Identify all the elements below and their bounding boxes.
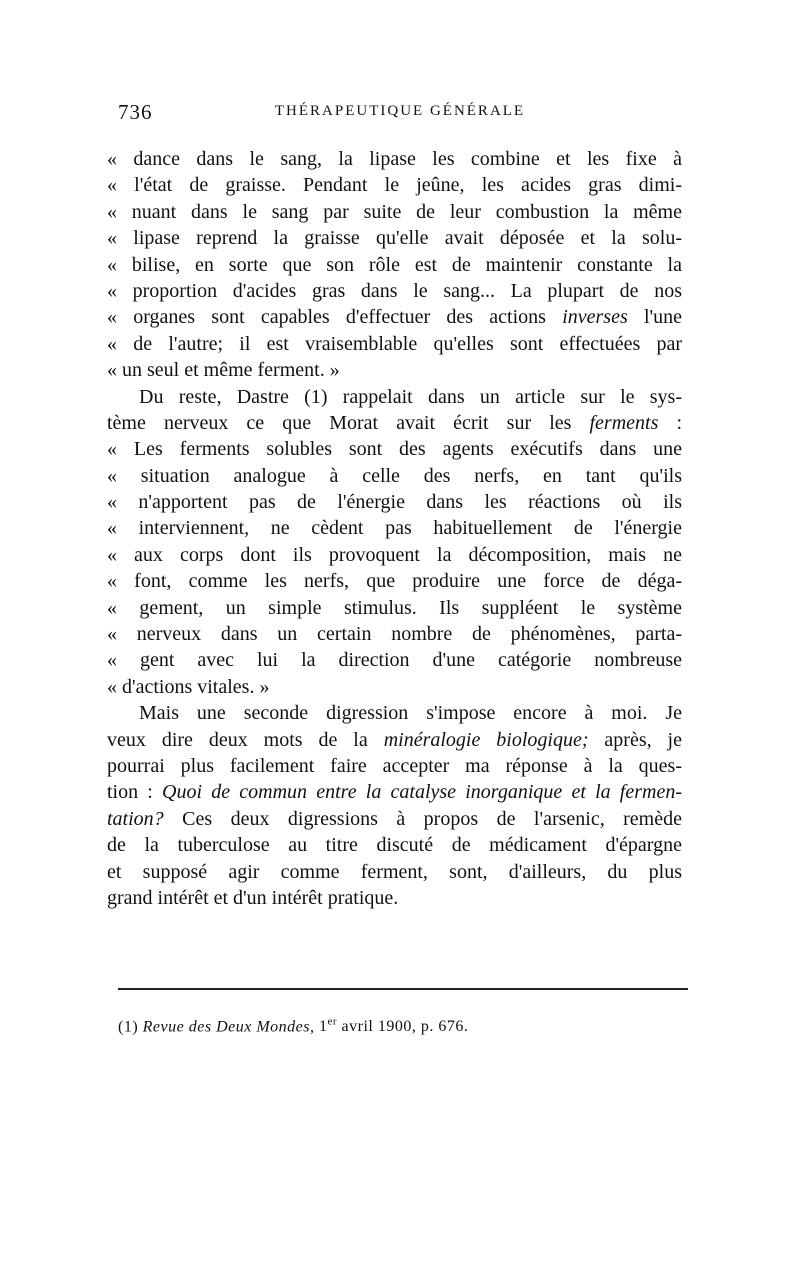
text-line: « de l'autre; il est vraisemblable qu'elles sont effectuées par — [107, 332, 682, 355]
text-line: « gent avec lui la direction d'une catégorie nombreuse — [107, 649, 682, 672]
page-number: 736 — [118, 100, 153, 124]
footnote-source-title: Revue des Deux Mondes, — [142, 1018, 315, 1036]
text-line: tation? Ces deux digressions à propos de l'arsenic, remède — [107, 807, 682, 830]
text-line: « font, comme les nerfs, que produire une force de déga- — [107, 570, 682, 593]
text-line: « nerveux dans un certain nombre de phénomènes, parta- — [107, 623, 682, 646]
page-header — [118, 100, 682, 128]
text-line: « l'état de graisse. Pendant le jeûne, les acides gras dimi- — [107, 174, 682, 197]
italic-word: ferments — [589, 411, 659, 434]
footnote — [118, 1016, 468, 1036]
text-line: et supposé agir comme ferment, sont, d'ailleurs, du plus — [107, 860, 682, 883]
italic-word: inverses — [562, 306, 628, 329]
body-text — [107, 146, 682, 911]
text-line: grand intérêt et d'un intérêt pratique. — [107, 886, 399, 909]
text-line: « d'actions vitales. » — [107, 675, 270, 698]
text-line: tème nerveux ce que Morat avait écrit sur les ferments : — [107, 411, 683, 434]
text-line: tion : Quoi de commun entre la catalyse inorganique et la fermen- — [107, 781, 683, 804]
text-line: « situation analogue à celle des nerfs, en tant qu'ils — [107, 464, 682, 487]
text-line: pourrai plus facilement faire accepter ma réponse à la ques- — [107, 754, 682, 777]
text-line: de la tuberculose au titre discuté de médicament d'épargne — [107, 834, 682, 857]
text-line: « aux corps dont ils provoquent la décomposition, mais ne — [107, 543, 682, 566]
text-line: « lipase reprend la graisse qu'elle avait déposée et la solu- — [107, 227, 682, 250]
text-line: « proportion d'acides gras dans le sang... La plupart de nos — [107, 279, 682, 302]
italic-phrase: Quoi de commun entre la catalyse inorganique et la fermen- — [162, 781, 683, 804]
text-line: « un seul et même ferment. » — [107, 359, 340, 382]
text-line: « interviennent, ne cèdent pas habituellement de l'énergie — [107, 517, 682, 540]
text-line: « Les ferments solubles sont des agents exécutifs dans une — [107, 438, 682, 461]
text-line: « gement, un simple stimulus. Ils suppléent le système — [107, 596, 682, 619]
italic-phrase: tation? — [107, 807, 164, 830]
text-line: « n'apportent pas de l'énergie dans les réactions où ils — [107, 491, 682, 514]
text-line: « bilise, en sorte que son rôle est de maintenir constante la — [107, 253, 682, 276]
text-line: « organes sont capables d'effectuer des actions inverses l'une — [107, 306, 682, 329]
running-title: THÉRAPEUTIQUE GÉNÉRALE — [274, 103, 526, 119]
text-line: veux dire deux mots de la minéralogie biologique; après, je — [107, 728, 682, 751]
text-line: « nuant dans le sang par suite de leur combustion la même — [107, 200, 682, 223]
footnote-number: (1) — [118, 1018, 139, 1036]
footnote-date: 1er avril 1900, p. 676. — [318, 1016, 469, 1036]
italic-phrase: minéralogie biologique; — [383, 728, 589, 751]
text-line: « dance dans le sang, la lipase les combine et les fixe à — [107, 148, 682, 170]
paragraph-start-line: Mais une seconde digression s'impose encore à moi. Je — [139, 702, 682, 725]
footnote-rule — [118, 988, 688, 990]
paragraph-start-line: Du reste, Dastre (1) rappelait dans un article sur le sys- — [139, 385, 682, 408]
